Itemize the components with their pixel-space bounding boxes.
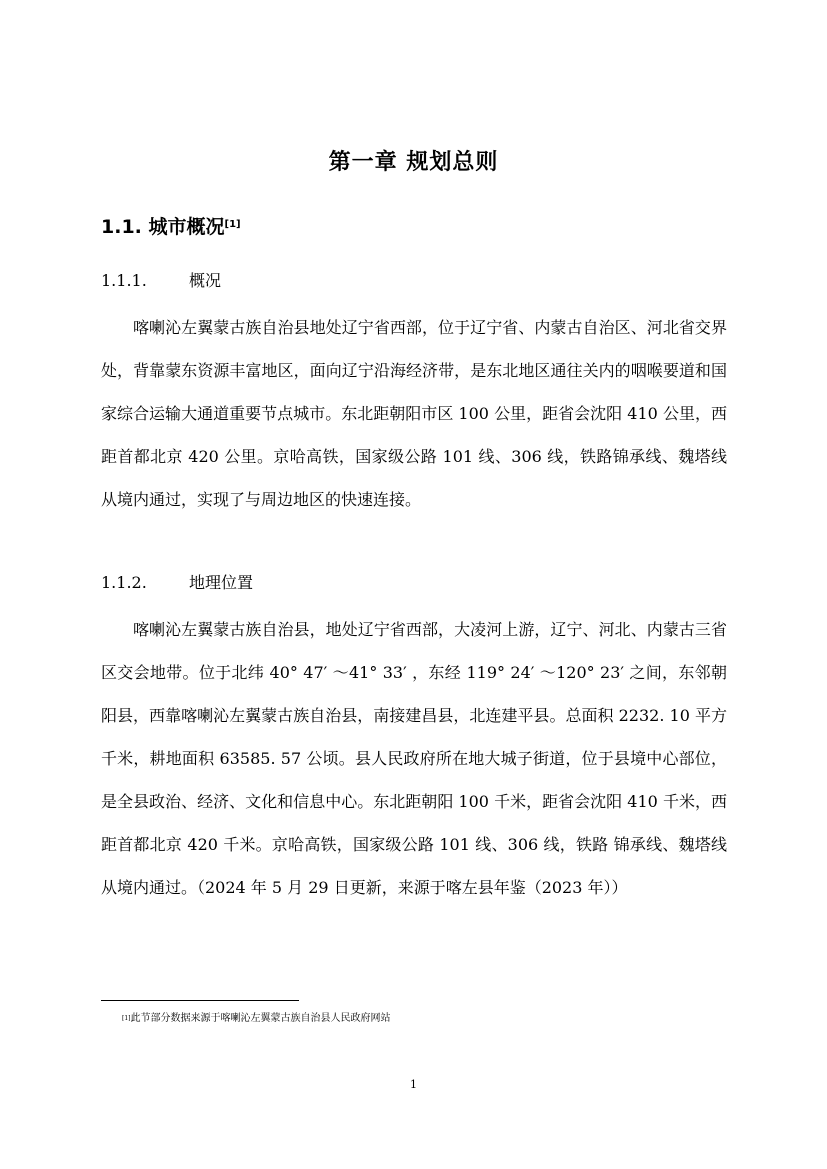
footnote: [122, 1011, 391, 1027]
page-number: 1: [410, 1078, 417, 1091]
subsection-title: 概况: [189, 271, 222, 290]
footnote-mark: [1]: [122, 1015, 131, 1022]
subsection-number: 1.1.1.: [101, 271, 147, 290]
paragraph-location: [101, 608, 727, 909]
paragraph-overview: [101, 306, 727, 521]
section-heading: [101, 212, 241, 242]
footnote-separator: [101, 1000, 299, 1001]
subsection-title: 地理位置: [189, 573, 254, 592]
subsection-number: 1.1.2.: [101, 573, 147, 592]
paragraph-text: 喀喇沁左翼蒙古族自治县，地处辽宁省西部，大凌河上游，辽宁、河北、内蒙古三省区交会地带。位于北纬 40° 47′ ～41° 33′ ，东经 119° 24′ ～120° 23′ 之间，东邻朝阳县，西靠喀喇沁左翼蒙古族自治县，南接建昌县，北连建平县。总面积 2232. 10 平方千米，耕地面积 63585. 57 公顷。县人民政府所在地大城子街道，位于县境中心部位，是全县政治、经济、文化和信息中心。东北距朝阳 100 千米，距省会沈阳 410 千米，西距首都北京 420 千米。京哈高铁，国家级公路 101 线、306 线，铁路 锦承线、魏塔线从境内通过。（2024 年 5 月 29 日更新，来源于喀左县年鉴（2023 年））: [101, 620, 727, 897]
section-title: 1.1. 城市概况: [101, 216, 225, 238]
subsection-heading-overview: [101, 269, 221, 293]
chapter-title: 第一章 规划总则: [328, 150, 499, 175]
paragraph-text: 喀喇沁左翼蒙古族自治县地处辽宁省西部，位于辽宁省、内蒙古自治区、河北省交界处，背靠蒙东资源丰富地区，面向辽宁沿海经济带，是东北地区通往关内的咽喉要道和国家综合运输大通道重要节点城市。东北距朝阳市区 100 公里，距省会沈阳 410 公里，西距首都北京 420 公里。京哈高铁，国家级公路 101 线、306 线，铁路锦承线、魏塔线从境内通过，实现了与周边地区的快速连接。: [101, 318, 727, 509]
footnote-text: 此节部分数据来源于喀喇沁左翼蒙古族自治县人民政府网站: [130, 1013, 391, 1024]
subsection-heading-location: [101, 571, 253, 595]
section-footnote-ref[interactable]: [1]: [224, 219, 241, 230]
